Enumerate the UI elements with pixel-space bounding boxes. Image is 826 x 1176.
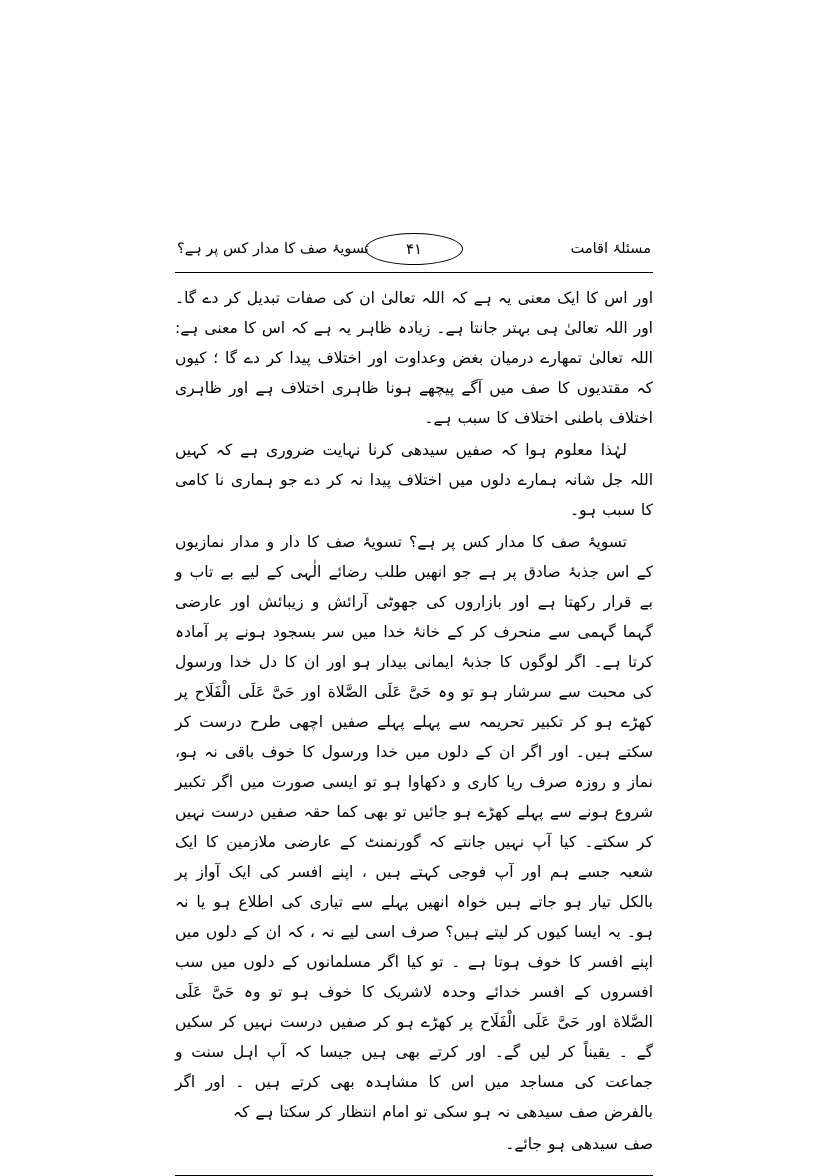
header-right-title: مسئلۂ اقامت: [570, 241, 651, 257]
paragraph-1: اور اس کا ایک معنی یہ ہے کہ اللہ تعالیٰ ان کی صفات تبدیل کر دے گا۔ اور اللہ تعالیٰ ہی بہتر جانتا ہے۔ زیادہ ظاہر یہ ہے کہ اس کا معنی ہے: اللہ تعالیٰ تمھارے درمیان بغض وعداوت اور اختلاف پیدا کر دے گا ؛ کیوں کہ مقتدیوں کا صف میں آگے پیچھے ہونا ظاہری اختلاف ہے اور ظاہری اختلاف باطنی اختلاف کا سبب ہے۔: [175, 289, 653, 427]
body-text: [175, 283, 653, 1159]
header-left-title: تسویۂ صف کا مدار کس پر ہے؟: [177, 241, 369, 257]
page-number-badge: [365, 233, 463, 265]
paragraph-3: تسویۂ صف کا مدار کس پر ہے؟ تسویۂ صف کا دار و مدار نمازیوں کے اس جذبۂ صادق پر ہے جو انھیں طلب رضائے الٰہی کے لیے بے تاب و بے قرار رکھتا ہے اور بازاروں کی جھوٹی آرائش و زیبائش اور عارضی گہما گہمی سے منحرف کر کے خانۂ خدا میں سر بسجود ہونے پر آمادہ کرتا ہے۔ اگر لوگوں کا جذبۂ ایمانی بیدار ہو اور ان کا دل خدا ورسول کی محبت سے سرشار ہو تو وہ حَیَّ عَلَی الصَّلاة اور حَیَّ عَلَی الْفَلَاح پر کھڑے ہو کر تکبیر تحریمہ سے پہلے پہلے صفیں اچھی طرح درست کر سکتے ہیں۔ اور اگر ان کے دلوں میں خدا ورسول کا خوف باقی نہ ہو، نماز و روزہ صرف ریا کاری و دکھاوا ہو تو ایسی صورت میں اگر تکبیر شروع ہونے سے پہلے کھڑے ہو جائیں تو بھی کما حقہ صفیں درست نہیں کر سکتے۔ کیا آپ نہیں جانتے کہ گورنمنٹ کے عارضی ملازمین کا ایک شعبہ جسے ہم اور آپ فوجی کہتے ہیں ، اپنے افسر کی ایک آواز پر بالکل تیار ہو جاتے ہیں خواہ انھیں پہلے سے تیاری کی اطلاع ہو یا نہ ہو۔ یہ ایسا کیوں کر لیتے ہیں؟ صرف اسی لیے نہ ، کہ ان کے دلوں میں اپنے افسر کا خوف ہوتا ہے ۔ تو کیا اگر مسلمانوں کے دلوں میں سب افسروں کے افسر خدائے وحدہ لاشریک کا خوف ہو تو وہ حَیَّ عَلَی الصَّلاة اور حَیَّ عَلَی الْفَلَاح پر کھڑے ہو کر صفیں درست نہیں کر سکیں گے ۔ یقیناً کر لیں گے۔ اور کرتے بھی ہیں جیسا کہ آپ اہل سنت و جماعت کی مساجد میں اس کا مشاہدہ بھی کرتے ہیں ۔ اور اگر بالفرض صف سیدھی نہ ہو سکی تو امام انتظار کر سکتا ہے کہ: [175, 533, 653, 1121]
header-divider: [175, 272, 653, 273]
paragraph-2: لہٰذا معلوم ہوا کہ صفیں سیدھی کرنا نہایت ضروری ہے کہ کہیں اللہ جل شانہ ہمارے دلوں میں اختلاف پیدا نہ کر دے جو ہماری نا کامی کا سبب ہو۔: [175, 441, 653, 519]
footer-divider: [175, 1175, 653, 1176]
page-number: ۴۱: [405, 239, 423, 258]
page-content: [175, 232, 653, 1176]
paragraph-4: صف سیدھی ہو جائے۔: [505, 1135, 653, 1153]
page-header: [175, 232, 653, 266]
